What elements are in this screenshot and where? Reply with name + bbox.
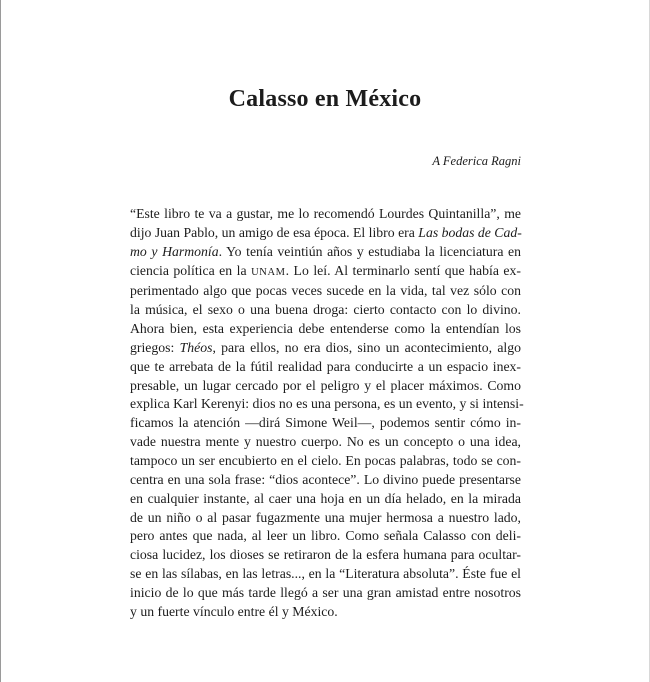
small-caps-text: UNAM (251, 266, 286, 278)
text-run: , para ellos, no era dios, sino un acontecimiento, algo (212, 339, 521, 355)
text-run: Ahora bien, esta experiencia debe entenderse como la entendían los (130, 321, 521, 337)
text-run: presable, un lugar cercado por el peligro y el placer máximos. Como (130, 377, 521, 393)
italic-text: Théos (179, 339, 213, 355)
body-line (130, 565, 521, 584)
italic-text: mo y Harmonía (130, 243, 219, 259)
body-line (130, 358, 521, 377)
text-run: que te arrebata de la fútil realidad para conducirte a un espacio inex- (130, 358, 521, 374)
body-paragraph (130, 205, 524, 622)
body-line (130, 205, 521, 224)
text-run: ficamos la atención —dirá Simone Weil—, podemos sentir cómo in- (130, 415, 521, 431)
body-line (130, 509, 521, 528)
dedication: A Federica Ragni (432, 154, 521, 168)
body-line (130, 282, 521, 301)
body-line (130, 490, 521, 509)
body-line (130, 546, 521, 565)
body-line (130, 301, 521, 320)
body-line (130, 527, 521, 546)
chapter-title: Calasso en México (228, 86, 422, 112)
text-run: . Lo leí. Al terminarlo sentí que había ex- (285, 262, 521, 278)
text-run: centra en una sola frase: “dios acontece”. Lo divino puede presentarse (130, 471, 521, 487)
text-run: perimentado algo que pocas veces sucede en la vida, tal vez sólo con (130, 283, 521, 299)
body-line (130, 320, 521, 339)
body-line (130, 584, 521, 603)
body-line (130, 262, 521, 283)
body-line (130, 243, 521, 262)
text-run: ciencia política en la (130, 262, 252, 278)
text-run: “Este libro te va a gustar, me lo recomendó Lourdes Quintanilla”, me (130, 206, 521, 221)
text-run: ciosa lucidez, los dioses se retiraron de la esfera humana para ocultar- (130, 547, 521, 563)
text-run: la música, el sexo o una buena droga: cierto contacto con lo divino. (130, 302, 521, 318)
body-line (130, 224, 521, 243)
body-line (130, 433, 521, 452)
text-run: de un niño o al pasar fugazmente una mujer hermosa a nuestro lado, (130, 509, 521, 525)
body-line (130, 452, 521, 471)
body-line (130, 414, 521, 433)
text-run: inicio de lo que más tarde llegó a ser una gran amistad entre nosotros (130, 584, 521, 600)
body-line (130, 603, 521, 622)
body-line (130, 471, 521, 490)
text-run: dijo Juan Pablo, un amigo de esa época. El libro era (130, 224, 419, 240)
text-run: pero antes que nada, al leer un libro. Como señala Calasso con deli- (130, 528, 521, 544)
text-run: y un fuerte vínculo entre él y México. (130, 603, 338, 619)
text-run: tampoco un ser encubierto en el cielo. En pocas palabras, todo se con- (130, 452, 521, 468)
text-run: se en las sílabas, en las letras..., en la “Literatura absoluta”. Éste fue el (130, 566, 521, 582)
text-run: vade nuestra mente y nuestro cuerpo. No es un concepto o una idea, (130, 434, 521, 450)
text-run: . Yo tenía veintiún años y estudiaba la licenciatura en (218, 243, 521, 259)
text-run: en cualquier instante, al caer una hoja en un día helado, en la mirada (130, 490, 521, 506)
body-line (130, 339, 521, 358)
text-run: griegos: (130, 339, 180, 355)
body-line (130, 395, 524, 414)
italic-text: Las bodas de Cad- (418, 224, 522, 240)
text-run: explica Karl Kerenyi: dios no es una persona, es un evento, y si intensi- (130, 396, 524, 412)
body-line (130, 377, 521, 396)
